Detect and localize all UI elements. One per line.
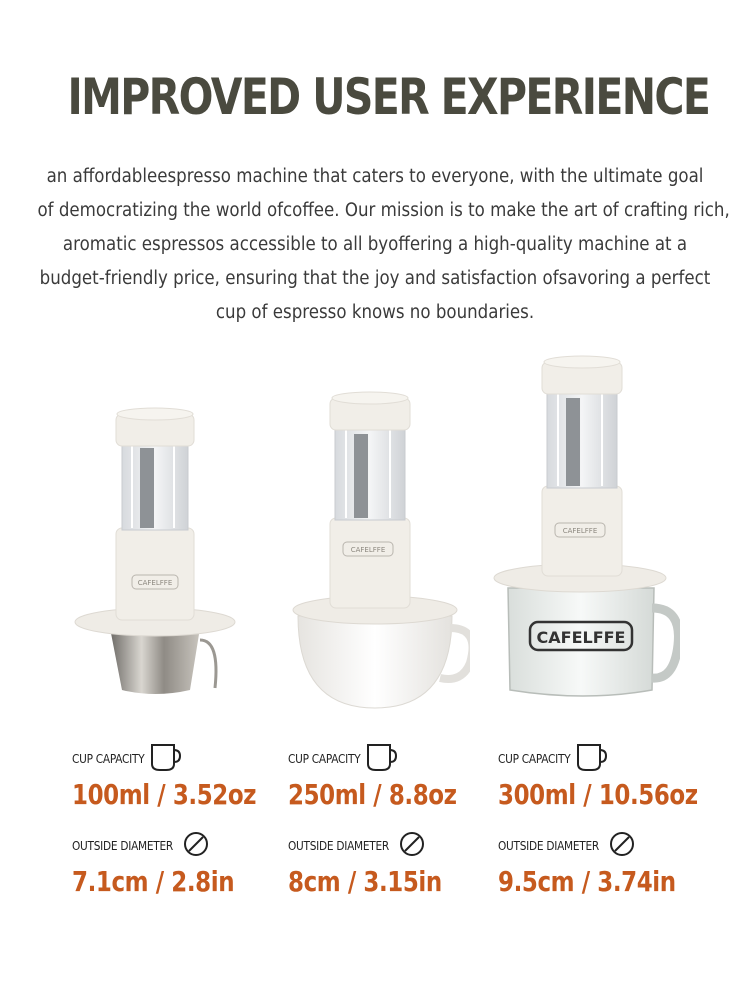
brand-logo: CAFELFFE: [562, 527, 598, 535]
cup-icon: [148, 742, 182, 777]
diameter-value: 8cm / 3.15in: [288, 865, 442, 898]
spec-block-medium: [288, 742, 494, 898]
capacity-label: CUP CAPACITY: [288, 752, 361, 766]
mug-brand-logo: CAFELFFE: [536, 628, 626, 647]
brand-logo: CAFELFFE: [350, 546, 386, 554]
diameter-label: OUTSIDE DIAMETER: [498, 839, 599, 853]
page-title: IMPROVED USER EXPERIENCE: [67, 68, 710, 126]
capacity-value: 300ml / 10.56oz: [498, 778, 698, 811]
description-line: budget-friendly price, ensuring that the joy and satisfaction ofsavoring a perfect: [39, 268, 711, 289]
diameter-value: 9.5cm / 3.74in: [498, 865, 676, 898]
capacity-label: CUP CAPACITY: [72, 752, 145, 766]
cup-icon: [574, 742, 608, 777]
diameter-icon: [181, 829, 211, 864]
capacity-value: 100ml / 3.52oz: [72, 778, 257, 811]
diameter-icon: [607, 829, 637, 864]
description-line: aromatic espressos accessible to all byoffering a high-quality machine at a: [62, 234, 688, 255]
spec-block-large: [498, 742, 742, 898]
diameter-value: 7.1cm / 2.8in: [72, 865, 235, 898]
description-line: an affordableespresso machine that caters to everyone, with the ultimate goal: [46, 166, 704, 187]
product-image-medium: [280, 378, 470, 718]
spec-block-small: [72, 742, 297, 898]
diameter-label: OUTSIDE DIAMETER: [288, 839, 389, 853]
description: [0, 160, 750, 330]
product-image-large: [490, 350, 680, 720]
capacity-value: 250ml / 8.8oz: [288, 778, 457, 811]
diameter-icon: [397, 829, 427, 864]
diameter-label: OUTSIDE DIAMETER: [72, 839, 173, 853]
description-line: of democratizing the world ofcoffee. Our mission is to make the art of crafting rich,: [37, 200, 730, 221]
brand-logo: CAFELFFE: [137, 579, 173, 587]
capacity-label: CUP CAPACITY: [498, 752, 571, 766]
description-line: cup of espresso knows no boundaries.: [215, 302, 535, 323]
product-image-small: [70, 400, 240, 700]
cup-icon: [364, 742, 398, 777]
